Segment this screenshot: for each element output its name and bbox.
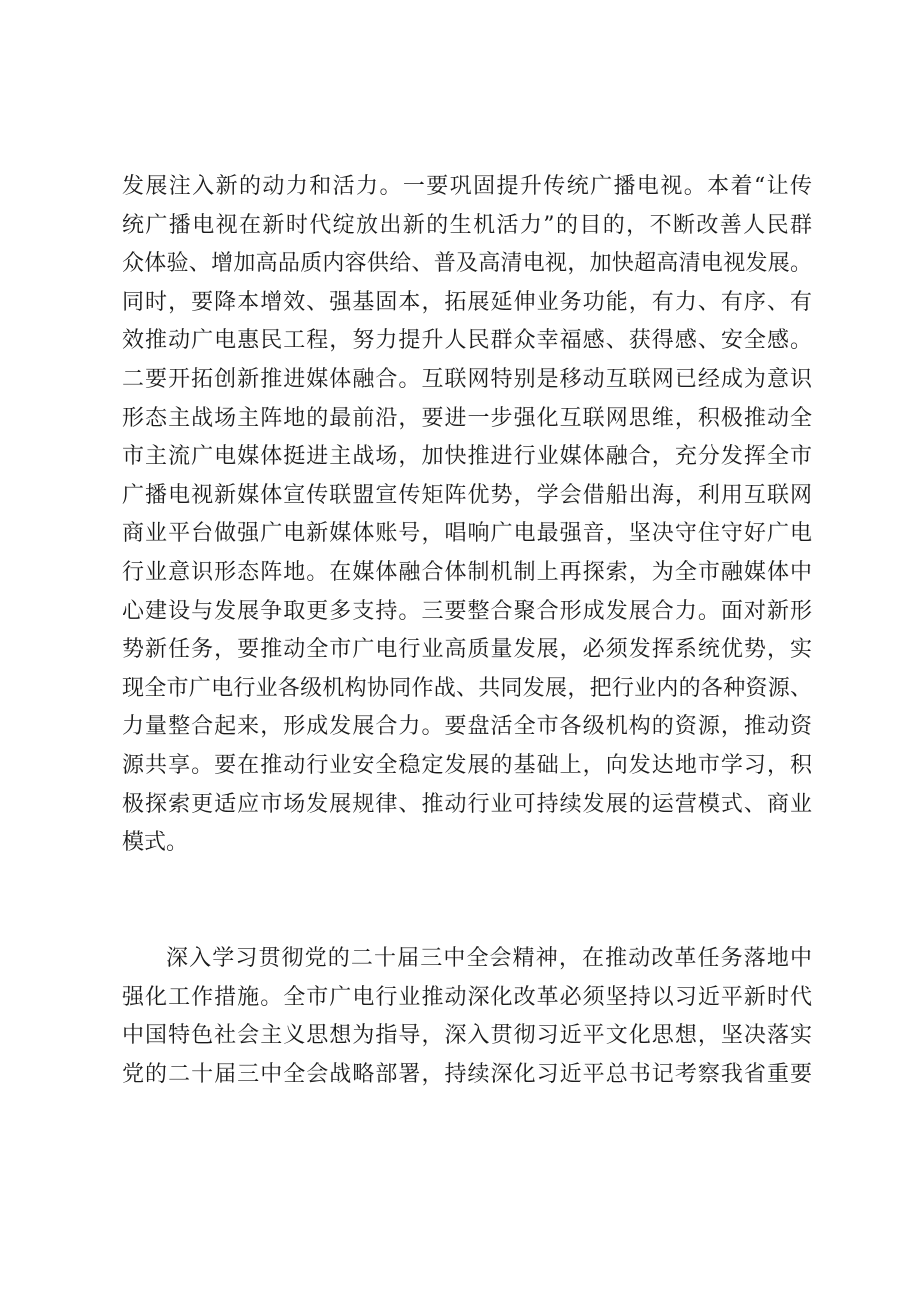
text-line: 深入学习贯彻党的二十届三中全会精神，在推动改革任务落地中	[166, 946, 812, 971]
text-line: 行业意识形态阵地。在媒体融合体制机制上再探索，为全市融媒体中	[122, 559, 812, 585]
text-line: 党的二十届三中全会战略部署，持续深化习近平总书记考察我省重要	[122, 1061, 812, 1087]
text-line: 二要开拓创新推进媒体融合。互联网特别是移动互联网已经成为意识	[122, 366, 812, 392]
text-line: 势新任务，要推动全市广电行业高质量发展，必须发挥系统优势，实	[122, 637, 812, 663]
text-line: 源共享。要在推动行业安全稳定发展的基础上，向发达地市学习，积	[122, 752, 812, 778]
text-line: 心建设与发展争取更多支持。三要整合聚合形成发展合力。面对新形	[122, 598, 812, 624]
text-line: 极探索更适应市场发展规律、推动行业可持续发展的运营模式、商业	[122, 791, 812, 817]
text-line: 现全市广电行业各级机构协同作战、共同发展，把行业内的各种资源、	[122, 675, 812, 701]
text-line: 众体验、增加高品质内容供给、普及高清电视，加快超高清电视发展。	[122, 251, 812, 277]
text-line: 发展注入新的动力和活力。一要巩固提升传统广播电视。本着“让传	[122, 174, 812, 199]
text-line: 效推动广电惠民工程，努力提升人民群众幸福感、获得感、安全感。	[122, 328, 812, 354]
text-line: 模式。	[122, 830, 189, 856]
text-line: 广播电视新媒体宣传联盟宣传矩阵优势，学会借船出海，利用互联网	[122, 482, 812, 508]
paragraph-1	[122, 168, 812, 863]
text-line: 统广播电视在新时代绽放出新的生机活力”的目的，不断改善人民群	[122, 212, 812, 238]
text-line: 形态主战场主阵地的最前沿，要进一步强化互联网思维，积极推动全	[122, 405, 812, 431]
text-line: 同时，要降本增效、强基固本，拓展延伸业务功能，有力、有序、有	[122, 289, 812, 315]
text-line: 中国特色社会主义思想为指导，深入贯彻习近平文化思想，坚决落实	[122, 1023, 812, 1049]
paragraph-2	[122, 940, 812, 1094]
text-line: 商业平台做强广电新媒体账号，唱响广电最强音，坚决守住守好广电	[122, 521, 812, 547]
text-line: 强化工作措施。全市广电行业推动深化改革必须坚持以习近平新时代	[122, 984, 812, 1010]
text-line: 市主流广电媒体挺进主战场，加快推进行业媒体融合，充分发挥全市	[122, 444, 812, 470]
text-line: 力量整合起来，形成发展合力。要盘活全市各级机构的资源，推动资	[122, 714, 812, 740]
